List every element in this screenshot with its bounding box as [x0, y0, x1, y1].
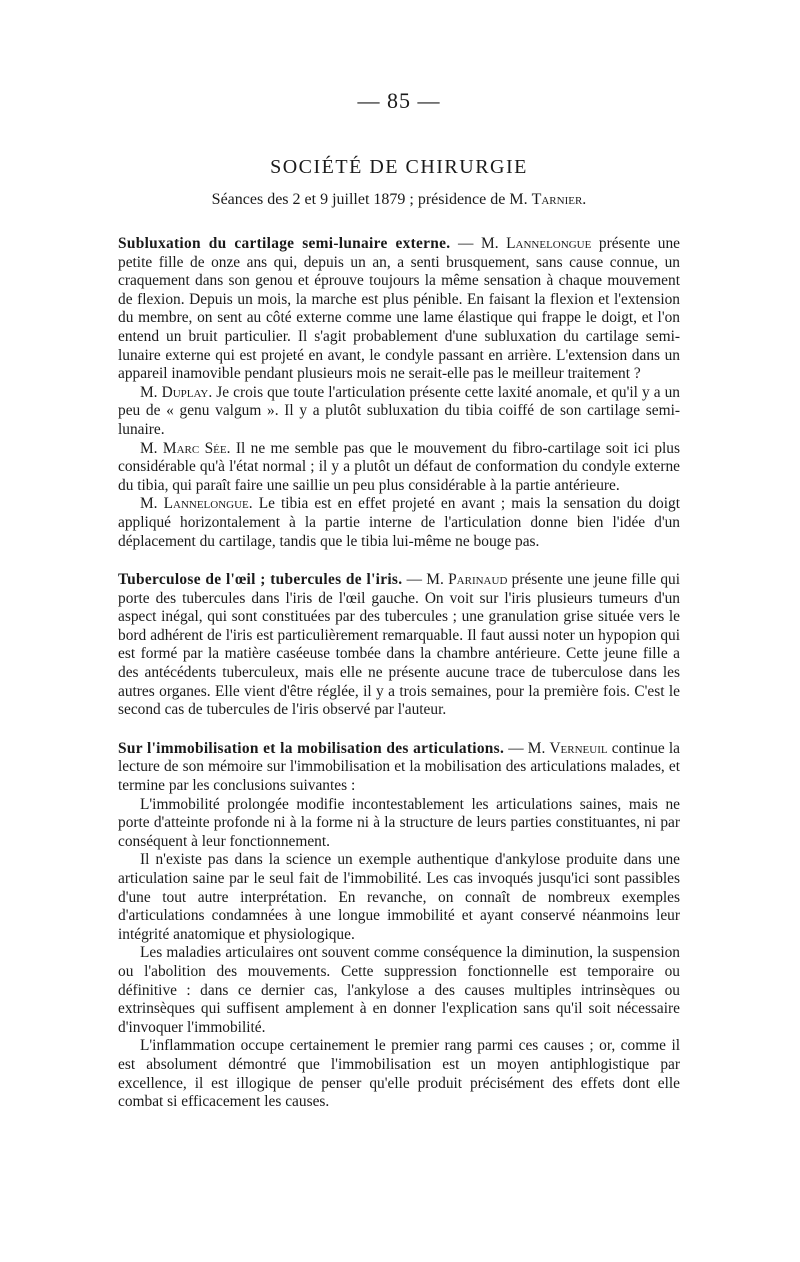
session-president: Tarnier. [531, 191, 587, 208]
paragraph-text: L'inflammation occupe certainement le premier rang parmi ces causes ; or, comme il est absolument démontré que l'immobilisation est un moyen antiphlogistique par excellence, il est illogique de penser qu'elle produit précisément des effets dont elle combat si efficacement les causes. [118, 1037, 680, 1111]
paragraph-text: L'immobilité prolongée modifie incontestablement les articulations saines, mais ne porte d'atteinte profonde ni à la forme ni à la structure de leurs parties constituantes, ni par conséquent à leur fonctionnement. [118, 795, 680, 850]
session-line [118, 191, 680, 209]
speaker-name: Lannelongue [506, 235, 592, 252]
section [118, 571, 680, 720]
speaker-name: Verneuil [549, 739, 608, 757]
session-text: Séances des 2 et 9 juillet 1879 ; présidence de M. [211, 191, 528, 208]
paragraph-text: . Il ne me semble pas que le mouvement du fibro-cartilage soit ici plus considérable qu'à l'état normal ; il y a plutôt un défaut de conformation du condyle externe du tibia, qui paraît faire une saillie un peu plus considérable à la partie antérieure. [118, 439, 680, 494]
heading-dash: — M. [402, 571, 449, 589]
speaker-name: Duplay [161, 383, 209, 401]
section [118, 740, 680, 1112]
speaker-prefix: M. [140, 383, 162, 401]
speaker-prefix: M. [140, 495, 164, 513]
section [118, 235, 680, 551]
paragraph [118, 944, 680, 1037]
paragraph [118, 571, 680, 720]
paragraph-text: Il n'existe pas dans la science un exemple authentique d'ankylose produite dans une articulation saine par le seul fait de l'immobilité. Les cas invoqués jusqu'ici sont passibles d'une tout autre interprétation. En revanche, on connaît de nombreux exemples d'articulations condamnées à une longue immobilité et ayant conservé néanmoins leur intégrité anatomique et physiologique. [118, 851, 680, 943]
speaker-name: Marc Sée [162, 439, 227, 457]
paragraph-text: présente une jeune fille qui porte des tubercules dans l'iris de l'œil gauche. On voit sur l'iris plusieurs tumeurs d'un aspect inégal, qui sont constituées par des tubercules ; une granulation grise située vers le bord adhérent de l'iris est particulièrement remarquable. Il faut aussi noter un hypopion qui est formé par la matière caséeuse tombée dans la chambre antérieure. Cette jeune fille a des antécédents tuberculeux, mais elle ne présente aucune trace de tuberculose dans les autres organes. Elle vient d'être réglée, il y a trois semaines, pour la première fois. C'est le second cas de tubercules de l'iris observé par l'auteur. [118, 571, 681, 719]
paragraph-text: . Le tibia est en effet projeté en avant ; mais la sensation du doigt appliqué horizontalement à la partie interne de l'articulation donne bien l'idée d'un déplacement du cartilage, tandis que le tibia lui-même ne bouge pas. [118, 495, 680, 550]
paragraph [118, 440, 680, 496]
paragraph-text: continue la lecture de son mémoire sur l'immobilisation et la mobilisation des articulations malades, et termine par les conclusions suivantes : [118, 739, 680, 795]
speaker-name: Lannelongue [163, 495, 249, 513]
paragraph-text: . Je crois que toute l'articulation présente cette laxité anomale, et qu'il y a un peu de « genu valgum ». Il y a plutôt subluxation du tibia coiffé de son cartilage semi-lunaire. [118, 383, 680, 438]
paragraph [118, 851, 680, 944]
heading-dash: — M. [504, 739, 550, 757]
society-title: SOCIÉTÉ DE CHIRURGIE [270, 156, 528, 178]
speaker-prefix: M. [140, 439, 163, 457]
paragraph [118, 384, 680, 440]
paragraph-text: présente une petite fille de onze ans qui, depuis un an, a senti brusquement, sans cause connue, un craquement dans son genou et éprouve toujours la même sensation à chaque mouvement de flexion. Depuis un mois, la marche est plus pénible. En faisant la flexion et l'extension du membre, on sent au côté externe comme une lame élastique qui frappe le doigt, et l'on entend un bruit particulier. Il s'agit probablement d'une subluxation du cartilage semi-lunaire externe qui est projeté en avant, le condyle passant en arrière. L'extension dans un appareil inamovible pendant plusieurs mois ne serait-elle pas le meilleur traitement ? [118, 235, 680, 383]
paragraph [118, 235, 680, 384]
paragraph-text: Les maladies articulaires ont souvent comme conséquence la diminution, la suspension ou l'abolition des mouvements. Cette suppression fonctionnelle est temporaire ou définitive : dans ce dernier cas, l'ankylose a des causes multiples intrinsèques ou extrinsèques qui suffisent amplement à en donner l'explication sans qu'il soit nécessaire d'invoquer l'immobilité. [118, 944, 680, 1036]
paragraph [118, 495, 680, 551]
paragraph [118, 796, 680, 852]
section-heading: Sur l'immobilisation et la mobilisation des articulations. [118, 739, 505, 757]
speaker-name: Parinaud [448, 571, 508, 589]
paragraph [118, 740, 680, 796]
page-number: — 85 — [357, 88, 441, 113]
body-text [118, 235, 680, 1112]
section-heading: Subluxation du cartilage semi-lunaire externe. [118, 235, 451, 252]
section-heading: Tuberculose de l'œil ; tubercules de l'iris. [118, 571, 403, 589]
paragraph [118, 1037, 680, 1111]
heading-dash: — M. [450, 235, 507, 252]
